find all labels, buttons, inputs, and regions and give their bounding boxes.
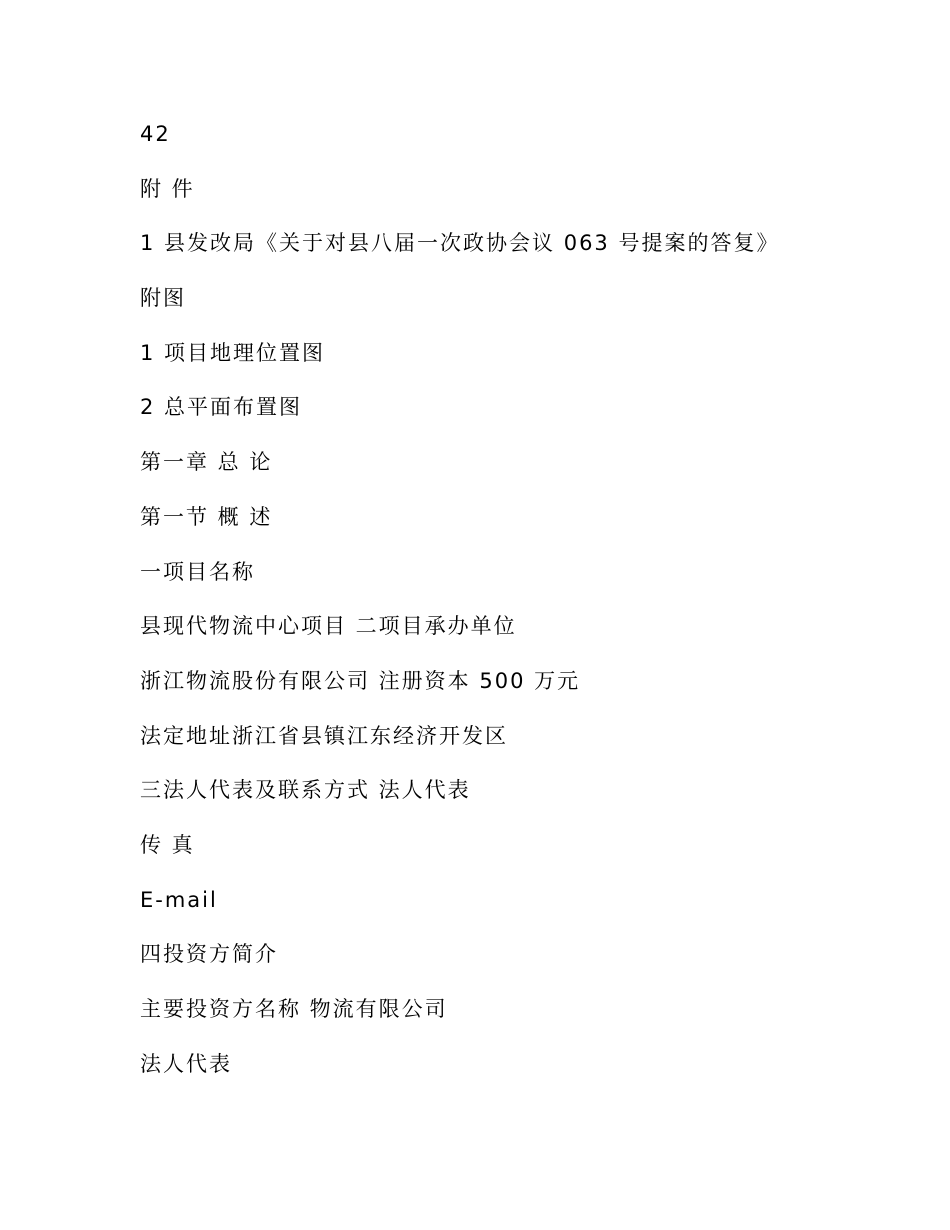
chapter-heading: 第一章 总 论 [140,450,273,475]
paragraph: 法定地址浙江省县镇江东经济开发区 [140,723,508,748]
paragraph: 三法人代表及联系方式 法人代表 [140,778,471,803]
figure-item: 1 项目地理位置图 [140,340,326,365]
paragraph: 一项目名称 [140,559,255,584]
paragraph: 法人代表 [140,1051,232,1076]
paragraph: 传 真 [140,832,195,857]
paragraph: 四投资方简介 [140,942,278,967]
page-number: 42 [140,122,171,146]
paragraph: 浙江物流股份有限公司 注册资本 500 万元 [140,668,581,693]
section-heading: 第一节 概 述 [140,504,273,529]
attachment-heading: 附 件 [140,176,195,201]
attachment-item: 1 县发改局《关于对县八届一次政协会议 063 号提案的答复》 [140,231,780,256]
figure-item: 2 总平面布置图 [140,395,303,420]
document-body [140,115,779,1099]
paragraph: 县现代物流中心项目 二项目承办单位 [140,614,517,639]
figures-heading: 附图 [140,286,186,311]
paragraph: 主要投资方名称 物流有限公司 [140,997,448,1021]
paragraph: E-mail [140,887,218,912]
